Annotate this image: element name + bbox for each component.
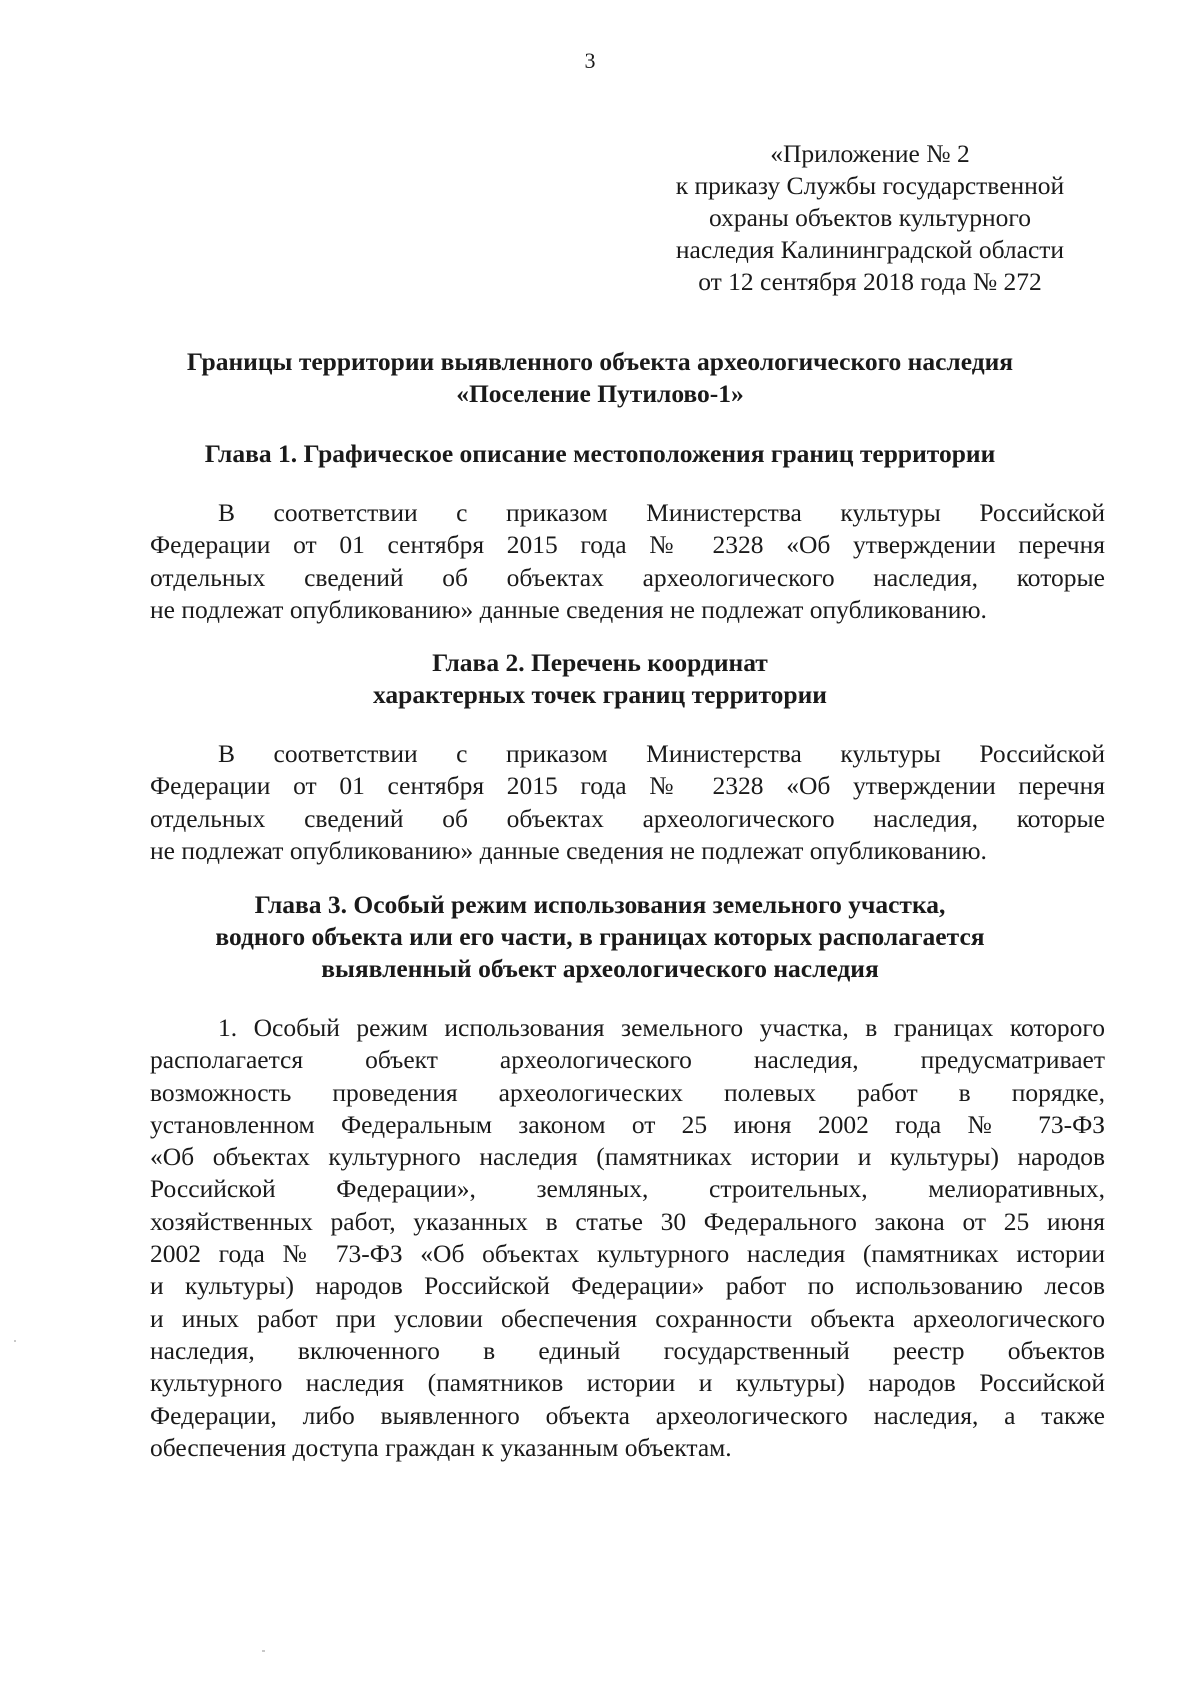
chapter1-paragraph	[150, 497, 1105, 626]
document-title	[140, 346, 1060, 410]
chapter3-paragraph	[150, 1012, 1105, 1464]
paragraph-line: 1. Особый режим использования земельного участка, в границах которого	[218, 1013, 1105, 1042]
title-line: «Поселение Путилово-1»	[456, 379, 744, 408]
paragraph-line: наследия, включенного в единый государственный реестр объектов	[150, 1335, 1105, 1365]
title-line: Границы территории выявленного объекта археологического наследия	[186, 347, 1014, 376]
appendix-line: охраны объектов культурного	[708, 203, 1032, 232]
paragraph-line: Федерации от 01 сентября 2015 года № 2328 «Об утверждении перечня	[150, 771, 1105, 801]
paragraph-line: Федерации, либо выявленного объекта археологического наследия, а также	[150, 1400, 1105, 1430]
paragraph-line: обеспечения доступа граждан к указанным объектам.	[150, 1432, 732, 1462]
heading-line: характерных точек границ территории	[373, 680, 827, 709]
heading-line: Глава 1. Графическое описание местоположения границ территории	[204, 439, 996, 468]
page-number: 3	[584, 48, 596, 73]
heading-line: выявленный объект археологического наследия	[321, 954, 879, 983]
heading-line: Глава 2. Перечень координат	[432, 648, 768, 677]
scan-speck	[262, 1650, 265, 1652]
paragraph-line: возможность проведения археологических полевых работ в порядке,	[150, 1077, 1105, 1107]
paragraph-line: установленном Федеральным законом от 25 июня 2002 года № 73-ФЗ	[150, 1109, 1105, 1139]
chapter2-heading	[140, 647, 1060, 711]
appendix-line: от 12 сентября 2018 года № 272	[698, 267, 1042, 296]
appendix-reference	[640, 138, 1100, 298]
appendix-line: «Приложение № 2	[770, 139, 970, 168]
paragraph-line: располагается объект археологического наследия, предусматривает	[150, 1045, 1105, 1075]
appendix-line: к приказу Службы государственной	[675, 171, 1065, 200]
chapter2-paragraph	[150, 738, 1105, 867]
paragraph-line: Федерации от 01 сентября 2015 года № 2328 «Об утверждении перечня	[150, 530, 1105, 560]
paragraph-line: отдельных сведений об объектах археологического наследия, которые	[150, 803, 1105, 833]
paragraph-line: Российской Федерации», земляных, строительных, мелиоративных,	[150, 1174, 1105, 1204]
paragraph-line: не подлежат опубликованию» данные сведения не подлежат опубликованию.	[150, 594, 987, 624]
scan-speck	[14, 1340, 16, 1342]
paragraph-line: культурного наследия (памятников истории и культуры) народов Российской	[150, 1368, 1105, 1398]
paragraph-line: не подлежат опубликованию» данные сведения не подлежат опубликованию.	[150, 835, 987, 865]
chapter1-heading	[140, 438, 1060, 470]
paragraph-line: хозяйственных работ, указанных в статье 30 Федерального закона от 25 июня	[150, 1206, 1105, 1236]
paragraph-line: В соответствии с приказом Министерства культуры Российской	[218, 739, 1105, 768]
heading-line: Глава 3. Особый режим использования земельного участка,	[254, 890, 946, 919]
paragraph-line: и иных работ при условии обеспечения сохранности объекта археологического	[150, 1303, 1105, 1333]
appendix-line: наследия Калининградской области	[675, 235, 1065, 264]
paragraph-line: 2002 года № 73-ФЗ «Об объектах культурного наследия (памятниках истории	[150, 1239, 1105, 1269]
heading-line: водного объекта или его части, в границах которых располагается	[215, 922, 985, 951]
paragraph-line: «Об объектах культурного наследия (памятниках истории и культуры) народов	[150, 1142, 1105, 1172]
paragraph-line: отдельных сведений об объектах археологического наследия, которые	[150, 562, 1105, 592]
chapter3-heading	[140, 889, 1060, 985]
paragraph-line: и культуры) народов Российской Федерации» работ по использованию лесов	[150, 1271, 1105, 1301]
paragraph-line: В соответствии с приказом Министерства культуры Российской	[218, 498, 1105, 527]
